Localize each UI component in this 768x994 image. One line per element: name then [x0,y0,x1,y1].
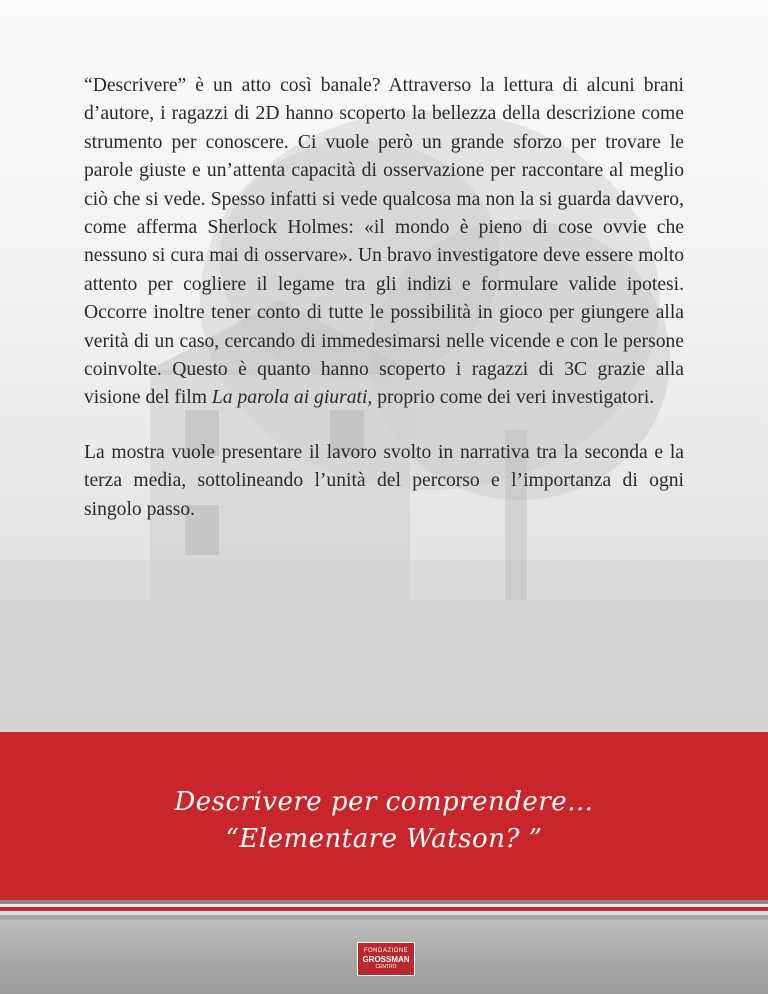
film-title: La parola ai giurati [211,387,368,409]
logo-name-text: GROSSMAN [362,955,410,964]
body-text [84,72,684,524]
logo-bottom-text: CENTRO [375,964,397,970]
paragraph-1-end: , proprio come dei veri investigatori. [367,387,655,409]
paragraph-1-text: “Descrivere” è un atto così banale? Attraverso la lettura di alcuni brani d’autore, i ragazzi di 2D hanno scoperto la bellezza della descrizione come strumento per conoscere. Ci vuole però un grande sforzo per trovare le parole giuste e un’attenta capacità di osservazione per raccontare al meglio ciò che si vede. Spesso infatti si vede qualcosa ma non la si guarda davvero, come afferma Sherlock Holmes: «il mondo è pieno di cose ovvie che nessuno si cura mai di osservare». Un bravo investigatore deve essere molto attento per cogliere il legame tra gli indizi e formulare valide ipotesi. Occorre inoltre tener conto di tutte le possibilità in gioco per giungere alla verità di un caso, cercando di immedesimarsi nelle vicende e con le persone coinvolte. Questo è quanto hanno scoperto i ragazzi di 3C grazie alla visione del film [84,75,684,409]
headline-line-1: Descrivere per comprendere… [174,787,594,817]
headline-line-2: “Elementare Watson? ” [225,824,543,854]
paragraph-2: La mostra vuole presentare il lavoro svolto in narrativa tra la seconda e la terza media, sottolineando l’unità del percorso e l’importanza di ogni singolo passo. [84,441,684,520]
paragraph-1 [84,72,684,413]
logo-top-text: FONDAZIONE [363,948,409,954]
fondazione-grossman-logo [357,942,415,976]
